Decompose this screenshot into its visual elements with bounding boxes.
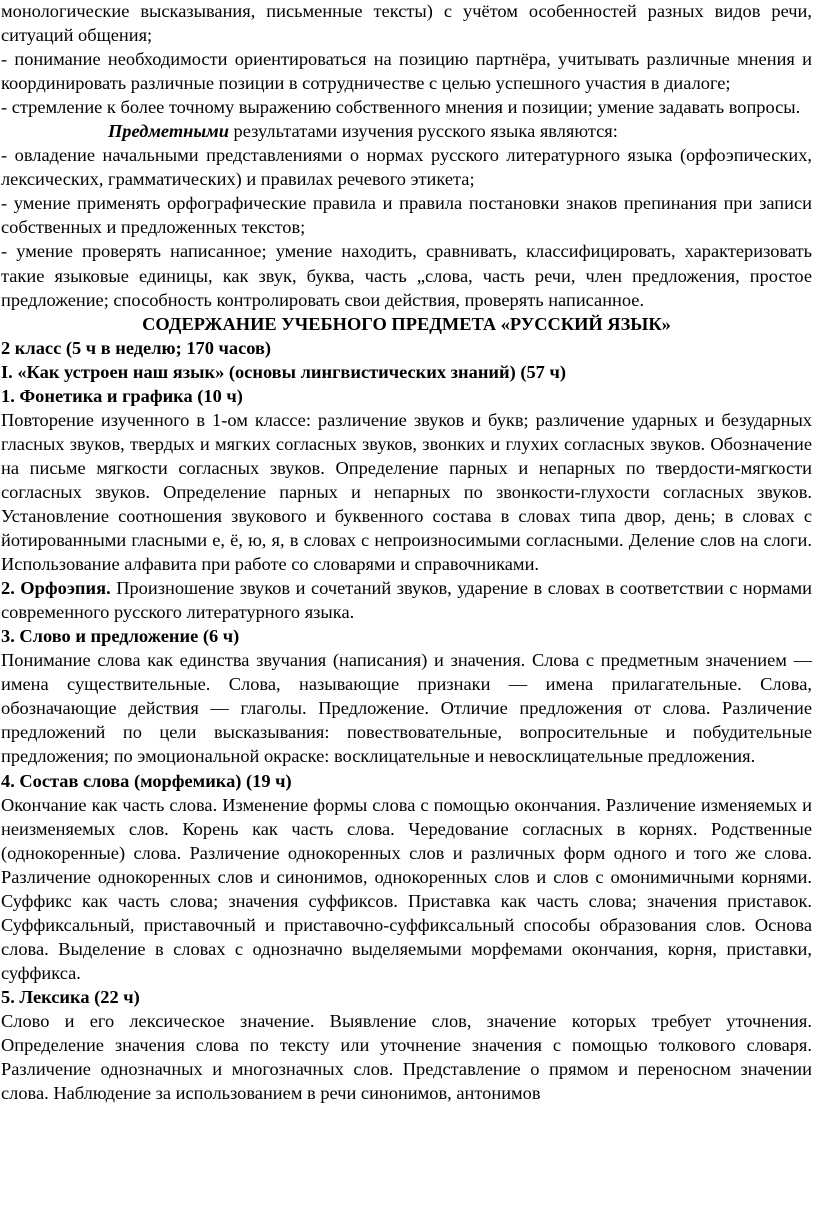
subject-results-lead-rest: результатами изучения русского языка являются: (228, 121, 618, 142)
section-orthoepy (1, 576, 812, 624)
intro-item-1: - понимание необходимости ориентироваться на позицию партнёра, учитывать различные мнения и координировать различные позиции в сотрудничестве с целью успешного участия в диалоге; (1, 49, 812, 94)
part-heading-text: I. «Как устроен наш язык» (основы лингвистических знаний) (57 ч) (1, 361, 566, 382)
section-body-morphemics: Окончание как часть слова. Изменение формы слова с помощью окончания. Различение изменяемых и неизменяемых слов. Корень как часть слова. Чередование согласных в корнях. Родственные (однокоренные) слова. Различение однокоренных слов и различных форм одного и того же слова. Различение однокоренных слов и синонимов, однокоренных слов и слов с омонимичными корнями. Суффикс как часть слова; значения суффиксов. Приставка как часть слова; значения приставок. Суффиксальный, приставочный и приставочно-суффиксальный способы образования слов. Основа слова. Выделение в словах с однозначно выделяемыми морфемами окончания, корня, приставки, суффикса. (1, 794, 812, 983)
intro-continuation: монологические высказывания, письменные тексты) с учётом особенностей разных видов речи, ситуаций общения; (1, 1, 812, 46)
subject-results-item-3: - умение проверять написанное; умение находить, сравнивать, классифицировать, характеризовать такие языковые единицы, как звук, буква, часть „слова, часть речи, член предложения, простое предложение; способность контролировать свои действия, проверять написанное. (1, 241, 812, 310)
intro-item-2: - стремление к более точному выражению собственного мнения и позиции; умение задавать вопросы. (1, 97, 801, 118)
section-title-morphemics-text: 4. Состав слова (морфемика) (19 ч) (1, 770, 292, 791)
section-body-phonetics: Повторение изученного в 1-ом классе: различение звуков и букв; различение ударных и безударных гласных звуков, твердых и мягких согласных звуков, звонких и глухих согласных звуков. Обозначение на письме мягкости согласных звуков. Определение парных и непарных по твердости-мягкости согласных звуков. Определение парных и непарных по звонкости-глухости согласных звуков. Установление соотношения звукового и буквенного состава в словах типа двор, день; в словах с йотированными гласными е, ё, ю, я, в словах с непроизносимыми согласными. Деление слов на слоги. Использование алфавита при работе со словарями и справочниками. (1, 409, 812, 575)
section-title-orthoepy: 2. Орфоэпия. (1, 578, 111, 599)
section-title-phonetics (1, 384, 812, 408)
section-title-morphemics (1, 769, 812, 793)
subject-results-item-2: - умение применять орфографические правила и правила постановки знаков препинания при записи собственных и предложенных текстов; (1, 193, 812, 238)
subject-results-lead-bold: Предметными (108, 121, 229, 142)
grade-heading-text: 2 класс (5 ч в неделю; 170 часов) (1, 337, 272, 358)
section-title-word-sentence (1, 624, 812, 648)
section-body-orthoepy: Произношение звуков и сочетаний звуков, ударение в словах в соответствии с нормами современного русского литературного языка. (1, 578, 812, 623)
section-title-lexicon (1, 985, 812, 1009)
grade-heading (1, 336, 812, 360)
section-title-lexicon-text: 5. Лексика (22 ч) (1, 986, 140, 1007)
section-body-word-sentence: Понимание слова как единства звучания (написания) и значения. Слова с предметным значением — имена существительные. Слова, называющие признаки — имена прилагательные. Слова, обозначающие действия — глаголы. Предложение. Отличие предложения от слова. Различение предложений по цели высказывания: повествовательные, вопросительные и побудительные предложения; по эмоциональной окраске: восклицательные и невосклицательные предложения. (1, 650, 812, 767)
subject-results-lead (1, 119, 812, 143)
section-body-lexicon: Слово и его лексическое значение. Выявление слов, значение которых требует уточнения. Определение значения слова по тексту или уточнение значения с помощью толкового словаря. Различение однозначных и многозначных слов. Представление о прямом и переносном значении слова. Наблюдение за использованием в речи синонимов, антонимов (1, 1010, 812, 1104)
subject-results-item-1: - овладение начальными представлениями о нормах русского литературного языка (орфоэпических, лексических, грамматических) и правилах речевого этикета; (1, 145, 812, 190)
section-title-word-sentence-text: 3. Слово и предложение (6 ч) (1, 626, 240, 647)
section-title-phonetics-text: 1. Фонетика и графика (10 ч) (1, 385, 243, 406)
part-heading (1, 360, 812, 384)
content-heading: СОДЕРЖАНИЕ УЧЕБНОГО ПРЕДМЕТА «РУССКИЙ ЯЗЫК» (142, 313, 671, 334)
